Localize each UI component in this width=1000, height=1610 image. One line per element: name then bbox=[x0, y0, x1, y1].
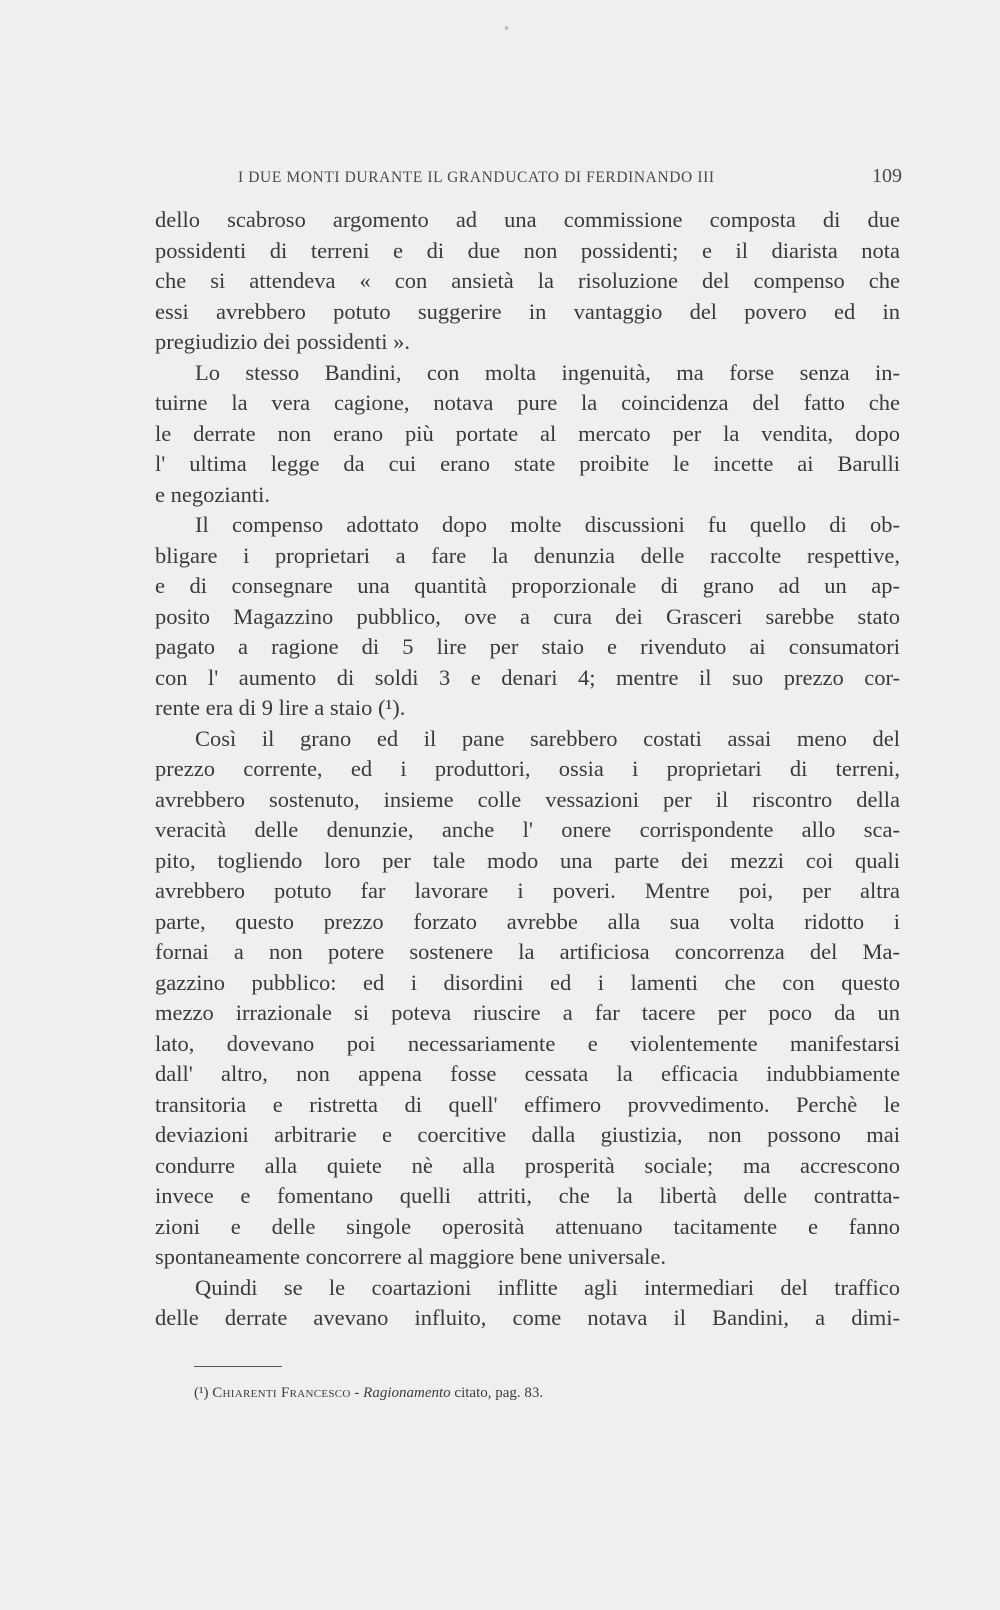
text-line bbox=[155, 236, 900, 267]
line-text: dello scabroso argomento ad una commissione composta di due bbox=[155, 207, 900, 232]
text-line bbox=[155, 1059, 900, 1090]
text-line bbox=[155, 388, 900, 419]
text-line bbox=[155, 968, 900, 999]
text-line bbox=[155, 754, 900, 785]
text-line bbox=[155, 510, 900, 541]
line-text: lato, dovevano poi necessariamente e violentemente manifestarsi bbox=[155, 1030, 900, 1056]
text-line bbox=[155, 266, 900, 297]
footnote-marker: (¹) bbox=[194, 1385, 209, 1401]
paragraph bbox=[155, 358, 900, 511]
text-line bbox=[155, 724, 900, 755]
line-text: fornai a non potere sostenere la artificiosa concorrenza del Ma- bbox=[155, 939, 900, 964]
footnote-separator: - bbox=[350, 1385, 364, 1401]
line-text: avrebbero sostenuto, insieme colle vessazioni per il riscontro della bbox=[155, 786, 900, 812]
line-text: Così il grano ed il pane sarebbero costati assai meno del bbox=[195, 725, 900, 751]
text-line bbox=[155, 1181, 900, 1212]
page-number: 109 bbox=[872, 165, 902, 187]
text-line bbox=[155, 663, 900, 694]
running-title: I DUE MONTI DURANTE IL GRANDUCATO DI FERDINANDO III bbox=[238, 169, 715, 186]
footnote-author: Chiarenti Francesco bbox=[212, 1385, 351, 1401]
footnote bbox=[194, 1385, 543, 1402]
text-line bbox=[155, 846, 900, 877]
text-line bbox=[155, 1090, 900, 1121]
text-line bbox=[155, 815, 900, 846]
footnote-citation: citato, pag. 83. bbox=[450, 1385, 544, 1401]
line-text: avrebbero potuto far lavorare i poveri. Mentre poi, per altra bbox=[155, 878, 900, 903]
running-header bbox=[238, 165, 902, 191]
paragraph bbox=[155, 205, 900, 358]
paragraph bbox=[155, 510, 900, 724]
paragraph bbox=[155, 724, 900, 1273]
line-text: deviazioni arbitrarie e coercitive dalla giustizia, non possono mai bbox=[155, 1122, 900, 1147]
text-line bbox=[155, 419, 900, 450]
text-line bbox=[155, 541, 900, 572]
main-text bbox=[155, 205, 900, 1334]
line-text: veracità delle denunzie, anche l' onere corrispondente allo sca- bbox=[155, 817, 900, 842]
text-line bbox=[155, 1120, 900, 1151]
line-text: mezzo irrazionale si poteva riuscire a far tacere per poco da un bbox=[155, 1000, 900, 1025]
text-line: pregiudizio dei possidenti ». bbox=[155, 329, 410, 354]
line-text: pagato a ragione di 5 lire per staio e rivenduto ai consumatori bbox=[155, 634, 900, 659]
text-line bbox=[155, 1303, 900, 1334]
line-text: pito, togliendo loro per tale modo una parte dei mezzi coi quali bbox=[155, 847, 900, 873]
text-line bbox=[155, 937, 900, 968]
line-text: Il compenso adottato dopo molte discussioni fu quello di ob- bbox=[195, 512, 900, 537]
line-text: e di consegnare una quantità proporzionale di grano ad un ap- bbox=[155, 573, 900, 598]
text-line bbox=[155, 358, 900, 389]
line-text: posito Magazzino pubblico, ove a cura dei Grasceri sarebbe stato bbox=[155, 603, 900, 629]
line-text: prezzo corrente, ed i produttori, ossia i proprietari di terreni, bbox=[155, 756, 900, 781]
text-line bbox=[155, 297, 900, 328]
text-line bbox=[155, 785, 900, 816]
text-line bbox=[155, 205, 900, 236]
line-text: transitoria e ristretta di quell' effimero provvedimento. Perchè le bbox=[155, 1091, 900, 1117]
paragraph bbox=[155, 1273, 900, 1334]
line-text: con l' aumento di soldi 3 e denari 4; mentre il suo prezzo cor- bbox=[155, 664, 900, 690]
text-line bbox=[155, 907, 900, 938]
text-line bbox=[155, 571, 900, 602]
line-text: gazzino pubblico: ed i disordini ed i lamenti che con questo bbox=[155, 969, 900, 995]
text-line bbox=[155, 1151, 900, 1182]
line-text: parte, questo prezzo forzato avrebbe alla sua volta ridotto i bbox=[155, 908, 900, 934]
line-text: dall' altro, non appena fosse cessata la efficacia indubbiamente bbox=[155, 1061, 900, 1086]
text-line bbox=[155, 1212, 900, 1243]
line-text: condurre alla quiete nè alla prosperità sociale; ma accrescono bbox=[155, 1152, 900, 1178]
text-line bbox=[155, 1273, 900, 1304]
line-text: Lo stesso Bandini, con molta ingenuità, ma forse senza in- bbox=[195, 359, 900, 385]
line-text: invece e fomentano quelli attriti, che la libertà delle contratta- bbox=[155, 1183, 900, 1208]
text-line: rente era di 9 lire a staio (¹). bbox=[155, 695, 406, 720]
text-line bbox=[155, 998, 900, 1029]
line-text: le derrate non erano più portate al mercato per la vendita, dopo bbox=[155, 420, 900, 446]
text-line bbox=[155, 876, 900, 907]
text-line: spontaneamente concorrere al maggiore bene universale. bbox=[155, 1244, 667, 1269]
text-line bbox=[155, 449, 900, 480]
text-line bbox=[155, 1029, 900, 1060]
line-text: Quindi se le coartazioni inflitte agli intermediari del traffico bbox=[195, 1274, 900, 1300]
line-text: l' ultima legge da cui erano state proibite le incette ai Barulli bbox=[155, 451, 900, 476]
footnote-rule bbox=[194, 1366, 282, 1367]
line-text: possidenti di terreni e di due non possidenti; e il diarista nota bbox=[155, 237, 900, 263]
line-text: tuirne la vera cagione, notava pure la coincidenza del fatto che bbox=[155, 390, 900, 415]
text-line bbox=[155, 632, 900, 663]
line-text: delle derrate avevano influito, come notava il Bandini, a dimi- bbox=[155, 1305, 900, 1330]
line-text: zioni e delle singole operosità attenuano tacitamente e fanno bbox=[155, 1213, 900, 1239]
line-text: essi avrebbero potuto suggerire in vantaggio del povero ed in bbox=[155, 298, 900, 324]
paper-speck bbox=[505, 26, 508, 30]
footnote-work: Ragionamento bbox=[363, 1385, 451, 1401]
line-text: che si attendeva « con ansietà la risoluzione del compenso che bbox=[155, 268, 900, 293]
text-line: e negozianti. bbox=[155, 481, 270, 507]
text-line bbox=[155, 602, 900, 633]
line-text: bligare i proprietari a fare la denunzia delle raccolte respettive, bbox=[155, 542, 900, 568]
